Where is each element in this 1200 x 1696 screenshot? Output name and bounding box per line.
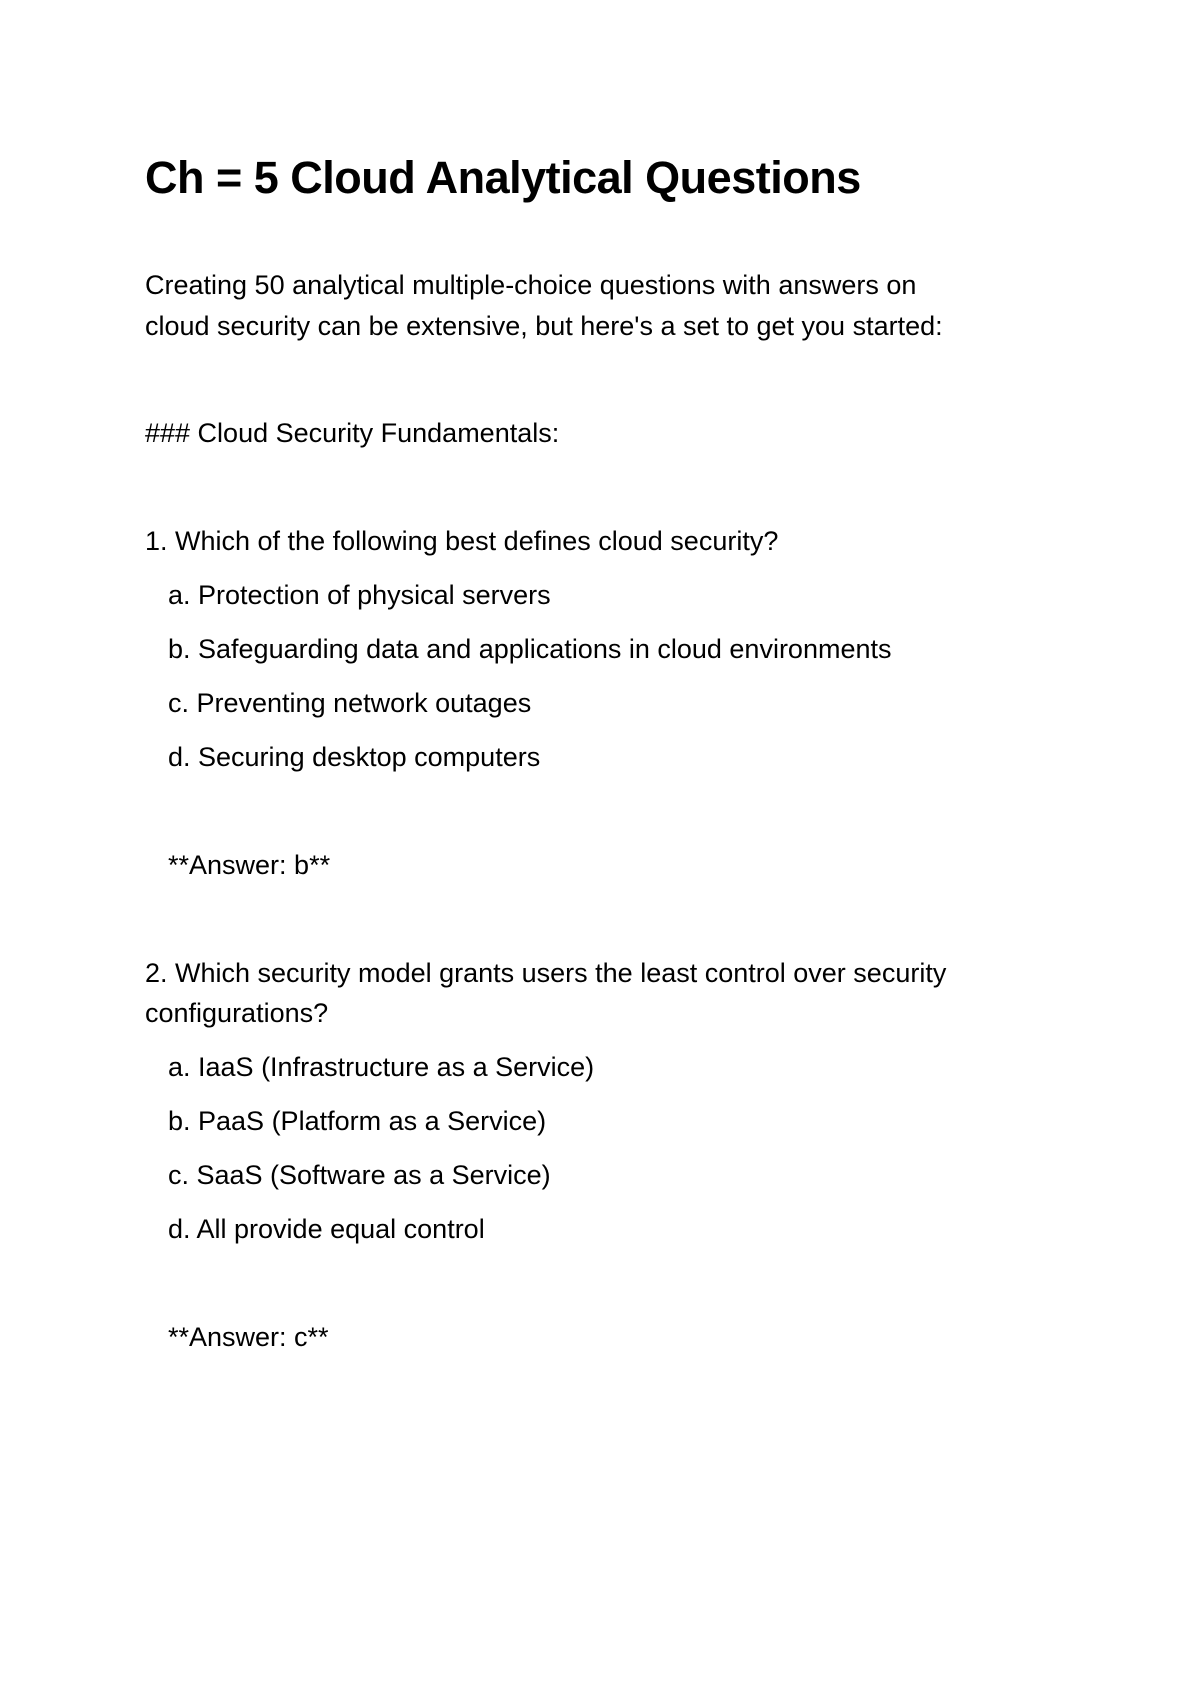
option-d: d. Securing desktop computers xyxy=(168,742,541,772)
option-a: a. IaaS (Infrastructure as a Service) xyxy=(168,1052,595,1082)
option-c: c. SaaS (Software as a Service) xyxy=(168,1160,551,1190)
option-a: a. Protection of physical servers xyxy=(168,580,551,610)
option-d: d. All provide equal control xyxy=(168,1214,485,1244)
answer: **Answer: c** xyxy=(168,1322,329,1352)
answer: **Answer: b** xyxy=(168,850,331,880)
question-text-line-1: 2. Which security model grants users the least control over security xyxy=(145,958,947,988)
section-heading: ### Cloud Security Fundamentals: xyxy=(145,418,560,448)
option-b: b. PaaS (Platform as a Service) xyxy=(168,1106,547,1136)
question-text: 1. Which of the following best defines cloud security? xyxy=(145,526,779,556)
intro-line-2: cloud security can be extensive, but here's a set to get you started: xyxy=(145,311,943,341)
option-c: c. Preventing network outages xyxy=(168,688,532,718)
question-text-line-2: configurations? xyxy=(145,998,329,1028)
option-b: b. Safeguarding data and applications in cloud environments xyxy=(168,634,892,664)
intro-line-1: Creating 50 analytical multiple-choice questions with answers on xyxy=(145,270,917,300)
page-title: Ch = 5 Cloud Analytical Questions xyxy=(145,152,861,203)
